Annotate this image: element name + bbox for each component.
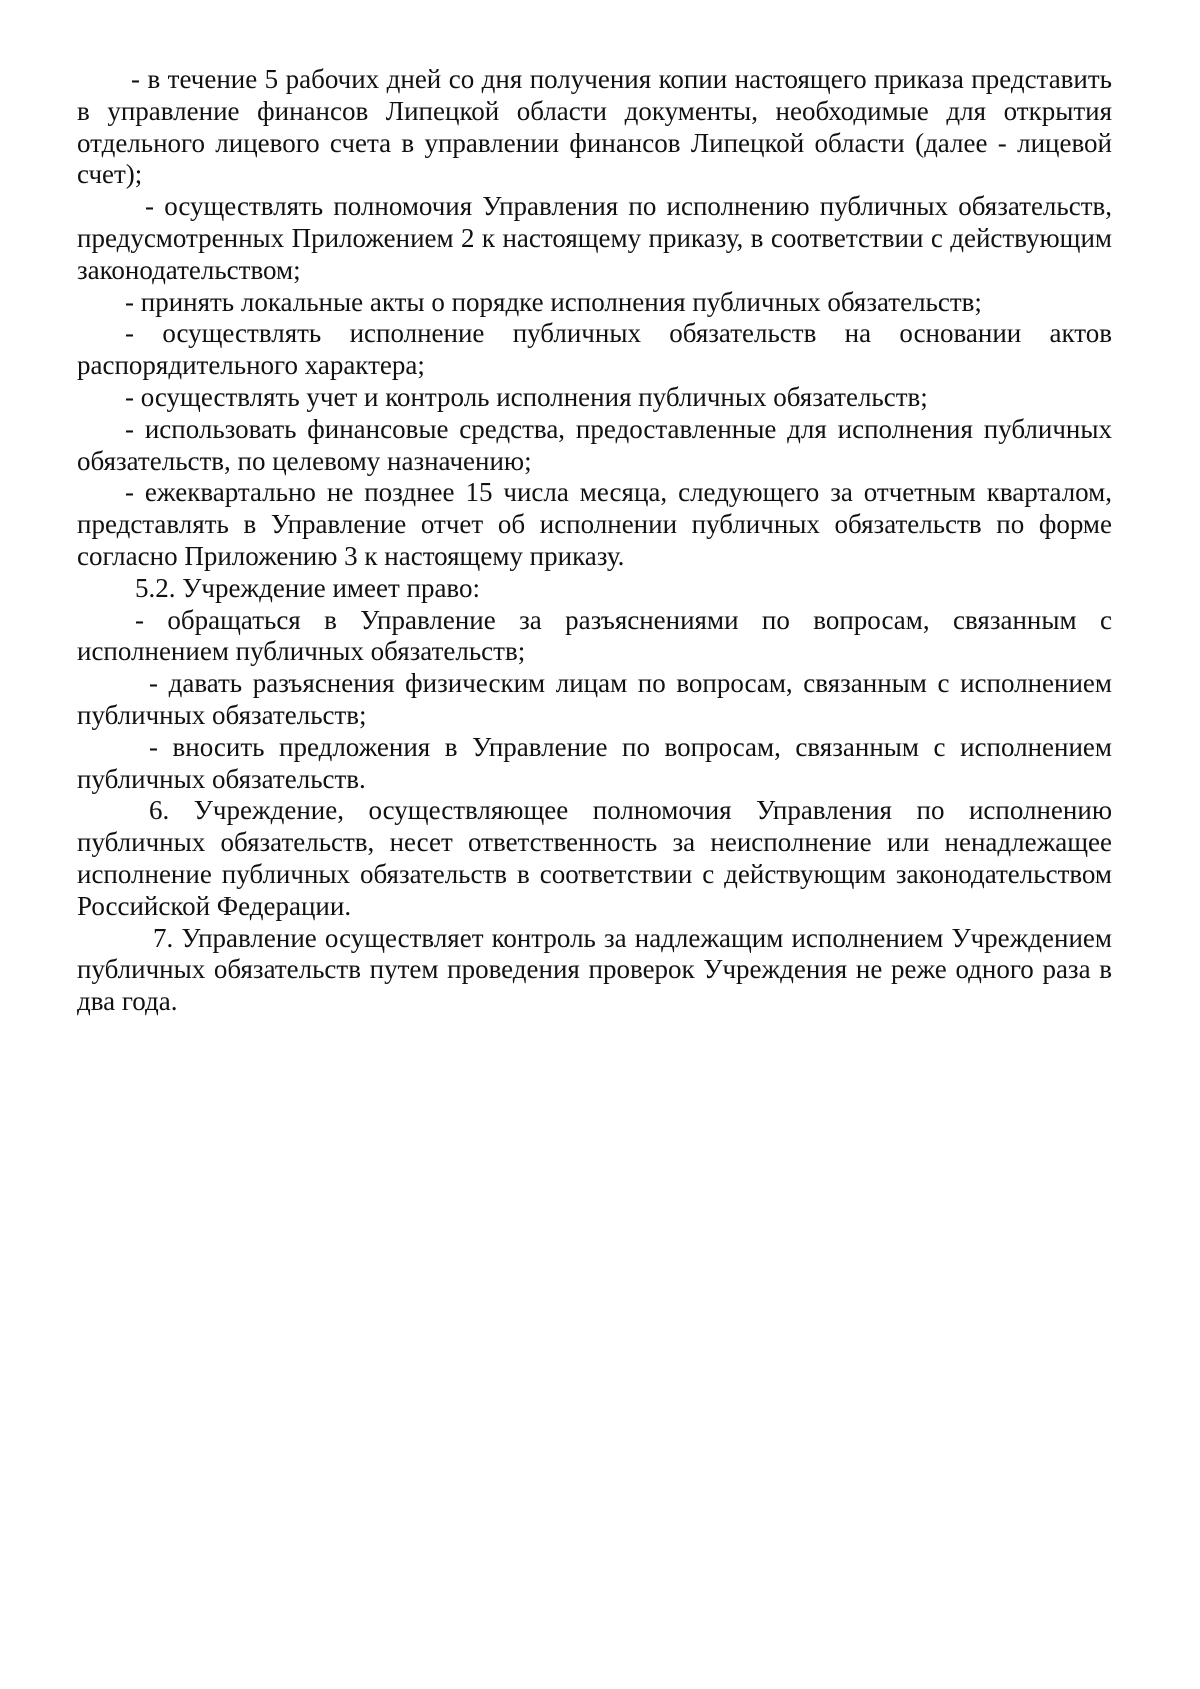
paragraph-make-proposals: - вносить предложения в Управление по вопросам, связанным с исполнением публичных обязательств.: [77, 731, 1112, 794]
section-6-responsibility: 6. Учреждение, осуществляющее полномочия Управления по исполнению публичных обязательств, несет ответственность за неисполнение или ненадлежащее исполнение публичных обязательств в соответствии с действующим законодательством Российской Федерации.: [77, 795, 1112, 921]
paragraph-submit-documents: - в течение 5 рабочих дней со дня получения копии настоящего приказа представить в управление финансов Липецкой области документы, необходимые для открытия отдельного лицевого счета в управлении финансов Липецкой области (далее - лицевой счет);: [77, 64, 1112, 190]
paragraph-exercise-powers: - осуществлять полномочия Управления по исполнению публичных обязательств, предусмотренных Приложением 2 к настоящему приказу, в соответствии с действующим законодательством;: [77, 191, 1112, 285]
paragraph-quarterly-report: - ежеквартально не позднее 15 числа месяца, следующего за отчетным кварталом, представлять в Управление отчет об исполнении публичных обязательств по форме согласно Приложению 3 к настоящему приказу.: [77, 477, 1112, 571]
paragraph-execute-obligations: - осуществлять исполнение публичных обязательств на основании актов распорядительного характера;: [77, 318, 1112, 381]
paragraph-request-clarifications: - обращаться в Управление за разъяснениями по вопросам, связанным с исполнением публичных обязательств;: [77, 604, 1112, 667]
paragraph-adopt-local-acts: - принять локальные акты о порядке исполнения публичных обязательств;: [125, 286, 982, 317]
section-5-2-heading: 5.2. Учреждение имеет право:: [135, 572, 480, 603]
paragraph-accounting-control: - осуществлять учет и контроль исполнения публичных обязательств;: [125, 381, 928, 412]
document-body: [77, 64, 1112, 1018]
paragraph-use-funds: - использовать финансовые средства, предоставленные для исполнения публичных обязательств, по целевому назначению;: [77, 413, 1112, 476]
section-7-control: 7. Управление осуществляет контроль за надлежащим исполнением Учреждением публичных обязательств путем проведения проверок Учреждения не реже одного раза в два года.: [77, 922, 1112, 1017]
paragraph-give-clarifications: - давать разъяснения физическим лицам по вопросам, связанным с исполнением публичных обязательств;: [77, 668, 1112, 730]
